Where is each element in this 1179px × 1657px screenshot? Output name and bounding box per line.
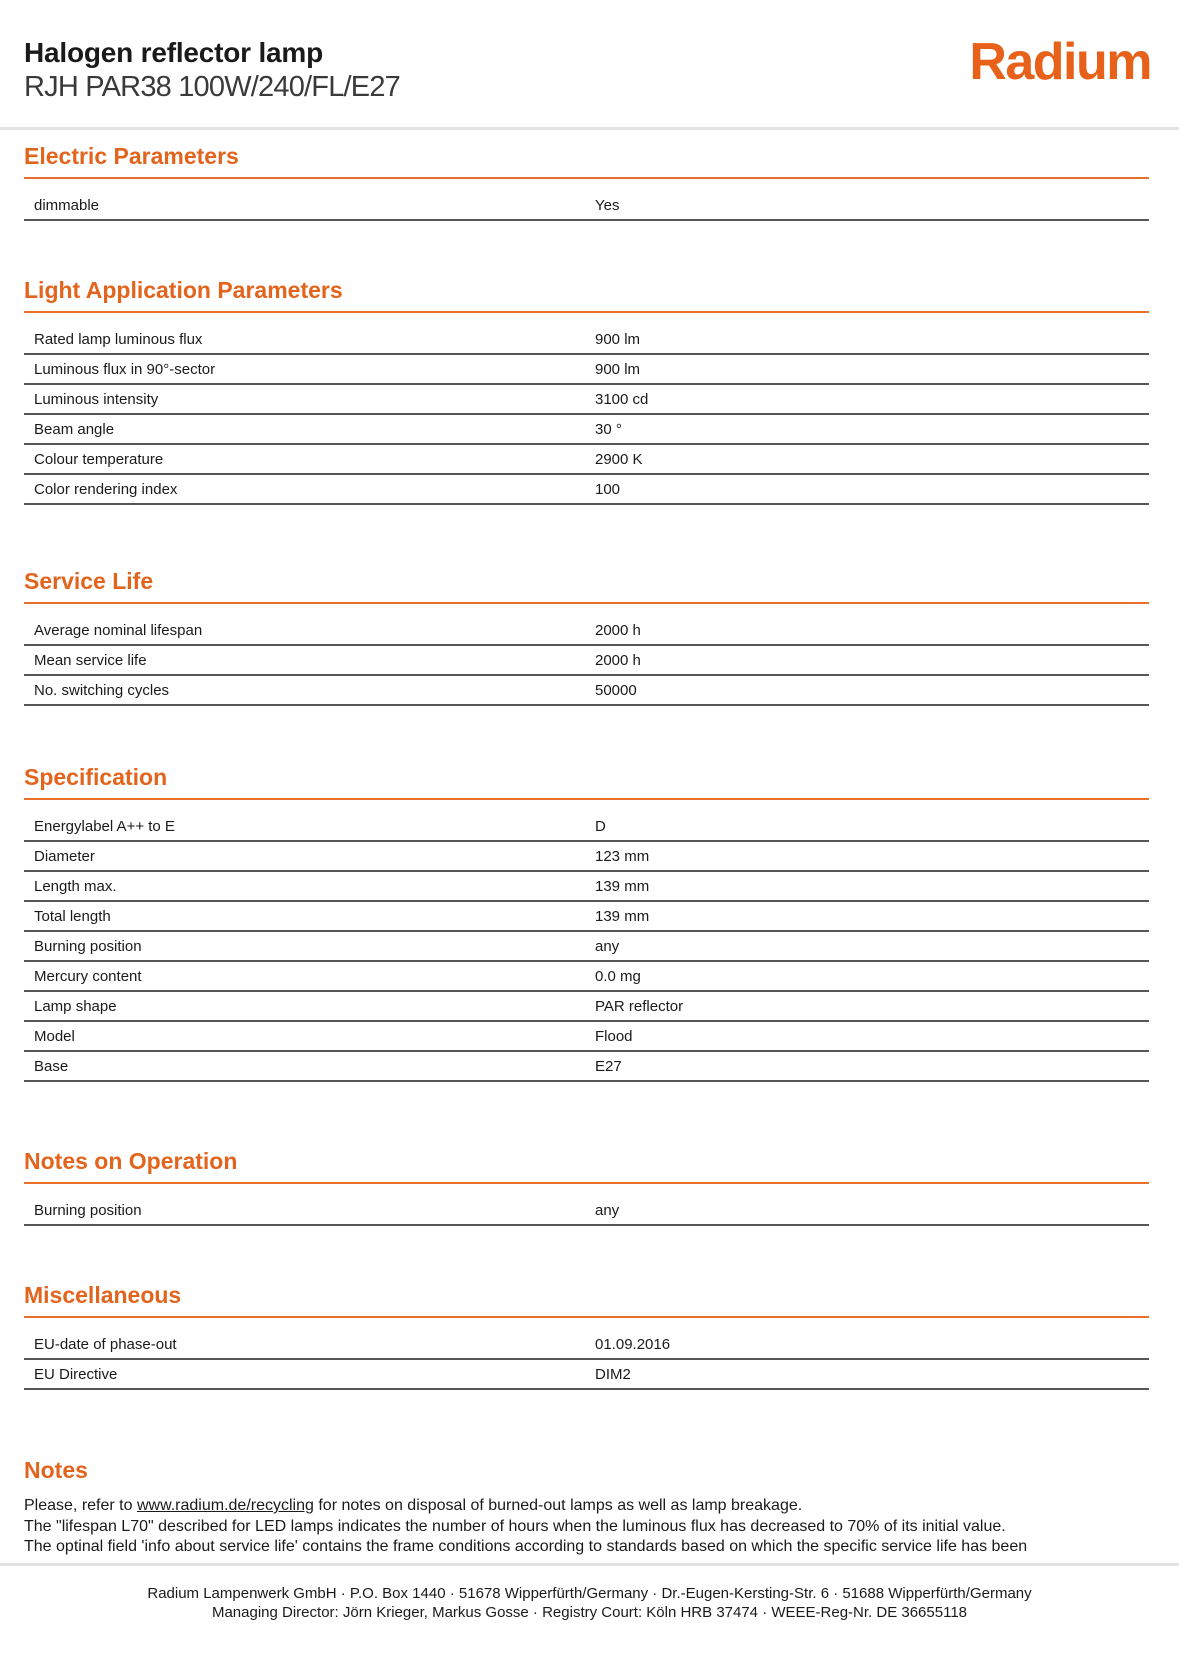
param-value: 900 lm — [595, 361, 641, 378]
param-label: Diameter — [34, 848, 95, 865]
section-heading: Miscellaneous — [24, 1282, 182, 1308]
table-row — [24, 962, 1149, 992]
param-label: Color rendering index — [34, 481, 178, 498]
param-value: 139 mm — [595, 878, 650, 895]
footer-address: Radium Lampenwerk GmbH · P.O. Box 1440 · 51678 Wipperfürth/Germany · Dr.-Eugen-Kersting-Str. 6 · 51688 Wipperfürth/Germany — [147, 1585, 1032, 1602]
param-value: 0.0 mg — [595, 968, 641, 985]
product-title: Halogen reflector lamp — [24, 37, 324, 68]
parameter-table — [24, 1196, 1149, 1226]
param-value: 123 mm — [595, 848, 650, 865]
param-value: 2000 h — [595, 622, 641, 639]
table-row — [24, 355, 1149, 385]
table-row — [24, 872, 1149, 902]
section-rule — [24, 602, 1149, 604]
radium-logo: Radium — [969, 33, 1151, 91]
param-value: Yes — [595, 197, 620, 214]
param-value: DIM2 — [595, 1366, 631, 1383]
parameter-table — [24, 325, 1149, 505]
section-heading: Specification — [24, 764, 168, 790]
notes-body — [24, 1496, 1149, 1558]
table-row — [24, 415, 1149, 445]
param-label: Model — [34, 1028, 75, 1045]
param-label: EU Directive — [34, 1366, 118, 1383]
section-specification — [24, 761, 1149, 1082]
parameter-table — [24, 616, 1149, 706]
param-value: E27 — [595, 1058, 622, 1075]
parameter-table — [24, 1330, 1149, 1390]
section-rule — [24, 1182, 1149, 1184]
section-rule — [24, 1316, 1149, 1318]
param-value: 30 ° — [595, 421, 622, 438]
notes-text: for notes on disposal of burned-out lamps as well as lamp breakage. — [313, 1497, 803, 1514]
param-label: Total length — [34, 908, 111, 925]
table-row — [24, 445, 1149, 475]
table-row — [24, 475, 1149, 505]
param-value: any — [595, 1202, 620, 1219]
table-row — [24, 616, 1149, 646]
table-row — [24, 902, 1149, 932]
section-heading: Service Life — [24, 568, 154, 594]
table-row — [24, 932, 1149, 962]
notes-line-recycling — [24, 1496, 1149, 1517]
section-heading: Notes — [24, 1457, 88, 1483]
notes-viewport — [0, 1400, 1179, 1563]
parameter-table — [24, 191, 1149, 221]
table-row — [24, 992, 1149, 1022]
table-row — [24, 842, 1149, 872]
table-row — [24, 191, 1149, 221]
notes-text: Please, refer to — [24, 1497, 137, 1514]
section-heading: Light Application Parameters — [24, 277, 343, 303]
param-value: 2900 K — [595, 451, 643, 468]
param-label: No. switching cycles — [34, 682, 170, 699]
section-miscellaneous — [24, 1279, 1149, 1390]
param-label: Energylabel A++ to E — [34, 818, 175, 835]
table-row — [24, 676, 1149, 706]
param-label: EU-date of phase-out — [34, 1336, 177, 1353]
param-label: Beam angle — [34, 421, 115, 438]
param-value: PAR reflector — [595, 998, 684, 1015]
param-value: any — [595, 938, 620, 955]
section-rule — [24, 177, 1149, 179]
table-row — [24, 1330, 1149, 1360]
section-notes — [24, 1454, 1149, 1558]
section-service-life — [24, 565, 1149, 706]
param-value: 100 — [595, 481, 621, 498]
table-row — [24, 1052, 1149, 1082]
param-value: D — [595, 818, 606, 835]
table-row — [24, 1196, 1149, 1226]
document-footer — [0, 1563, 1179, 1657]
section-rule — [24, 798, 1149, 800]
param-label: Lamp shape — [34, 998, 117, 1015]
param-value: Flood — [595, 1028, 633, 1045]
recycling-link[interactable]: www.radium.de/recycling — [136, 1497, 314, 1514]
table-row — [24, 385, 1149, 415]
param-value: 139 mm — [595, 908, 650, 925]
param-value: 2000 h — [595, 652, 641, 669]
table-row — [24, 1360, 1149, 1390]
param-label: Rated lamp luminous flux — [34, 331, 203, 348]
table-row — [24, 1022, 1149, 1052]
param-value: 3100 cd — [595, 391, 649, 408]
table-row — [24, 325, 1149, 355]
section-heading: Notes on Operation — [24, 1148, 238, 1174]
param-value: 01.09.2016 — [595, 1336, 671, 1353]
section-light-application-parameters — [24, 274, 1149, 505]
param-value: 50000 — [595, 682, 637, 699]
param-label: Colour temperature — [34, 451, 164, 468]
param-label: Average nominal lifespan — [34, 622, 203, 639]
notes-line-service-life: The optinal field 'info about service life' contains the frame conditions according to standards based on which the specific service life has been — [24, 1538, 1028, 1555]
param-label: Luminous flux in 90°-sector — [34, 361, 216, 378]
section-electric-parameters — [24, 140, 1149, 221]
document-header — [0, 0, 1179, 130]
param-label: Length max. — [34, 878, 117, 895]
footer-registry: Managing Director: Jörn Krieger, Markus Gosse · Registry Court: Köln HRB 37474 · WEEE-Reg-Nr. DE 36655118 — [211, 1604, 968, 1621]
param-label: Mercury content — [34, 968, 142, 985]
param-label: Mean service life — [34, 652, 147, 669]
section-rule — [24, 311, 1149, 313]
param-label: Burning position — [34, 938, 142, 955]
parameter-table — [24, 812, 1149, 1082]
section-notes-on-operation — [24, 1145, 1149, 1226]
param-label: dimmable — [34, 197, 100, 214]
param-label: Base — [34, 1058, 69, 1075]
notes-line-lifespan: The "lifespan L70" described for LED lamps indicates the number of hours when the luminous flux has decreased to 70% of its initial value. — [24, 1517, 1006, 1535]
param-label: Burning position — [34, 1202, 142, 1219]
product-subtitle: RJH PAR38 100W/240/FL/E27 — [24, 71, 400, 103]
param-value: 900 lm — [595, 331, 641, 348]
table-row — [24, 646, 1149, 676]
param-label: Luminous intensity — [34, 391, 159, 408]
section-heading: Electric Parameters — [24, 143, 239, 169]
table-row — [24, 812, 1149, 842]
